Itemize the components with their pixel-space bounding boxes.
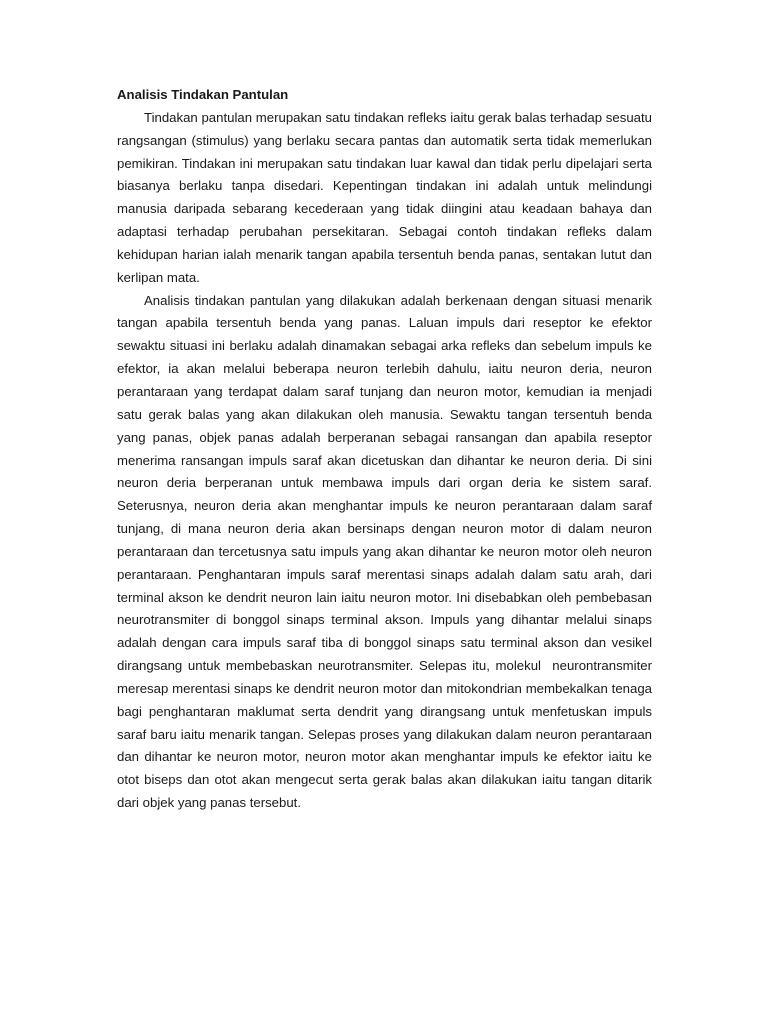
paragraph-analysis: Analisis tindakan pantulan yang dilakukan adalah berkenaan dengan situasi menarik tangan apabila tersentuh benda yang panas. Laluan impuls dari reseptor ke efektor sewaktu situasi ini berlaku adalah dinamakan sebagai arka refleks dan sebelum impuls ke efektor, ia akan melalui beberapa neuron terlebih dahulu, iaitu neuron deria, neuron perantaraan yang terdapat dalam saraf tunjang dan neuron motor, kemudian ia menjadi satu gerak balas yang akan dilakukan oleh manusia. Sewaktu tangan tersentuh benda yang panas, objek panas adalah berperanan sebagai ransangan dan apabila reseptor menerima ransangan impuls saraf akan dicetuskan dan dihantar ke neuron deria. Di sini neuron deria berperanan untuk membawa impuls dari organ deria ke sistem saraf. Seterusnya, neuron deria akan menghantar impuls ke neuron perantaraan dalam saraf tunjang, di mana neuron deria akan bersinaps dengan neuron motor di dalam neuron perantaraan dan tercetusnya satu impuls yang akan dihantar ke neuron motor oleh neuron perantaraan. Penghantaran impuls saraf merentasi sinaps adalah dalam satu arah, dari terminal akson ke dendrit neuron lain iaitu neuron motor. Ini disebabkan oleh pembebasan neurotransmiter di bonggol sinaps terminal akson. Impuls yang dihantar melalui sinaps adalah dengan cara impuls saraf tiba di bonggol sinaps satu terminal akson dan vesikel dirangsang untuk membebaskan neurotransmiter. Selepas itu, molekul neurontransmiter meresap merentasi sinaps ke dendrit neuron motor dan mitokondrian membekalkan tenaga bagi penghantaran maklumat serta dendrit yang dirangsang untuk menfetuskan impuls saraf baru iaitu menarik tangan. Selepas proses yang dilakukan dalam neuron perantaraan dan dihantar ke neuron motor, neuron motor akan menghantar impuls ke efektor iaitu ke otot biseps dan otot akan mengecut serta gerak balas akan dilakukan iaitu tangan ditarik dari objek yang panas tersebut.: [117, 292, 656, 811]
paragraph-intro: Tindakan pantulan merupakan satu tindakan refleks iaitu gerak balas terhadap sesuatu rangsangan (stimulus) yang berlaku secara pantas dan automatik serta tidak memerlukan pemikiran. Tindakan ini merupakan satu tindakan luar kawal dan tidak perlu dipelajari serta biasanya berlaku tanpa disedari. Kepentingan tindakan ini adalah untuk melindungi manusia daripada sebarang kecederaan yang tidak diingini atau keadaan bahaya dan adaptasi terhadap perubahan persekitaran. Sebagai contoh tindakan refleks dalam kehidupan harian ialah menarik tangan apabila tersentuh benda panas, sentakan lutut dan kerlipan mata.: [117, 109, 656, 285]
document-page: [117, 84, 656, 815]
document-title: Analisis Tindakan Pantulan: [117, 87, 289, 102]
